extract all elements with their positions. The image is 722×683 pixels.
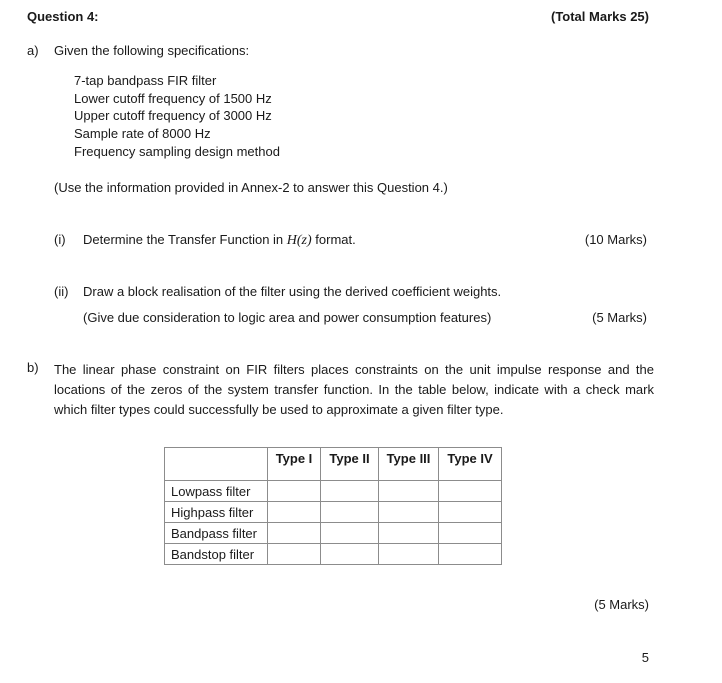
sub-i-text-after: format.	[311, 232, 356, 247]
transfer-function-math: H(z)	[286, 233, 312, 248]
part-a-label: a)	[27, 43, 39, 58]
check-cell[interactable]	[321, 502, 379, 523]
spec-item: Frequency sampling design method	[74, 144, 280, 159]
spec-item: Lower cutoff frequency of 1500 Hz	[74, 91, 272, 106]
sub-i-text	[83, 232, 356, 249]
table-header-row	[165, 448, 502, 481]
check-cell[interactable]	[379, 523, 439, 544]
table-row	[165, 481, 502, 502]
sub-ii-text: Draw a block realisation of the filter using the derived coefficient weights.	[83, 284, 502, 299]
table-header-type-iv: Type IV	[439, 448, 502, 481]
spec-item: Sample rate of 8000 Hz	[74, 126, 211, 141]
sub-i-text-before: Determine the Transfer Function in	[83, 232, 287, 247]
part-b-marks: (5 Marks)	[594, 597, 649, 612]
part-b-label: b)	[27, 360, 39, 375]
check-cell[interactable]	[268, 502, 321, 523]
check-cell[interactable]	[439, 481, 502, 502]
check-cell[interactable]	[321, 481, 379, 502]
row-label-bandpass: Bandpass filter	[165, 523, 268, 544]
annex-note: (Use the information provided in Annex-2 to answer this Question 4.)	[54, 180, 448, 195]
page-number: 5	[641, 650, 649, 665]
table-header-type-ii: Type II	[321, 448, 379, 481]
table-header-blank	[165, 448, 268, 481]
filter-type-table	[164, 447, 502, 565]
row-label-bandstop: Bandstop filter	[165, 544, 268, 565]
total-marks: (Total Marks 25)	[550, 9, 649, 24]
sub-ii-label: (ii)	[54, 284, 69, 299]
check-cell[interactable]	[268, 544, 321, 565]
check-cell[interactable]	[321, 523, 379, 544]
check-cell[interactable]	[268, 481, 321, 502]
check-cell[interactable]	[439, 502, 502, 523]
part-b-text: The linear phase constraint on FIR filters places constraints on the unit impulse response and the locations of the zeros of the system transfer function. In the table below, indicate with a check mark which filter types could successfully be used to approximate a given filter type.	[54, 362, 654, 417]
table-row	[165, 544, 502, 565]
check-cell[interactable]	[321, 544, 379, 565]
part-a-intro: Given the following specifications:	[54, 43, 250, 58]
check-cell[interactable]	[439, 544, 502, 565]
spec-item: 7-tap bandpass FIR filter	[74, 73, 217, 88]
check-cell[interactable]	[268, 523, 321, 544]
check-cell[interactable]	[379, 502, 439, 523]
row-label-highpass: Highpass filter	[165, 502, 268, 523]
sub-i-marks: (10 Marks)	[584, 232, 647, 247]
table-row	[165, 502, 502, 523]
spec-item: Upper cutoff frequency of 3000 Hz	[74, 108, 272, 123]
sub-ii-text2: (Give due consideration to logic area and power consumption features)	[83, 310, 492, 325]
table-header-type-i: Type I	[268, 448, 321, 481]
check-cell[interactable]	[379, 481, 439, 502]
check-cell[interactable]	[379, 544, 439, 565]
check-cell[interactable]	[439, 523, 502, 544]
row-label-lowpass: Lowpass filter	[165, 481, 268, 502]
table-header-type-iii: Type III	[379, 448, 439, 481]
sub-ii-marks: (5 Marks)	[592, 310, 647, 325]
sub-i-label: (i)	[54, 232, 66, 247]
table-row	[165, 523, 502, 544]
question-title: Question 4:	[27, 9, 99, 24]
